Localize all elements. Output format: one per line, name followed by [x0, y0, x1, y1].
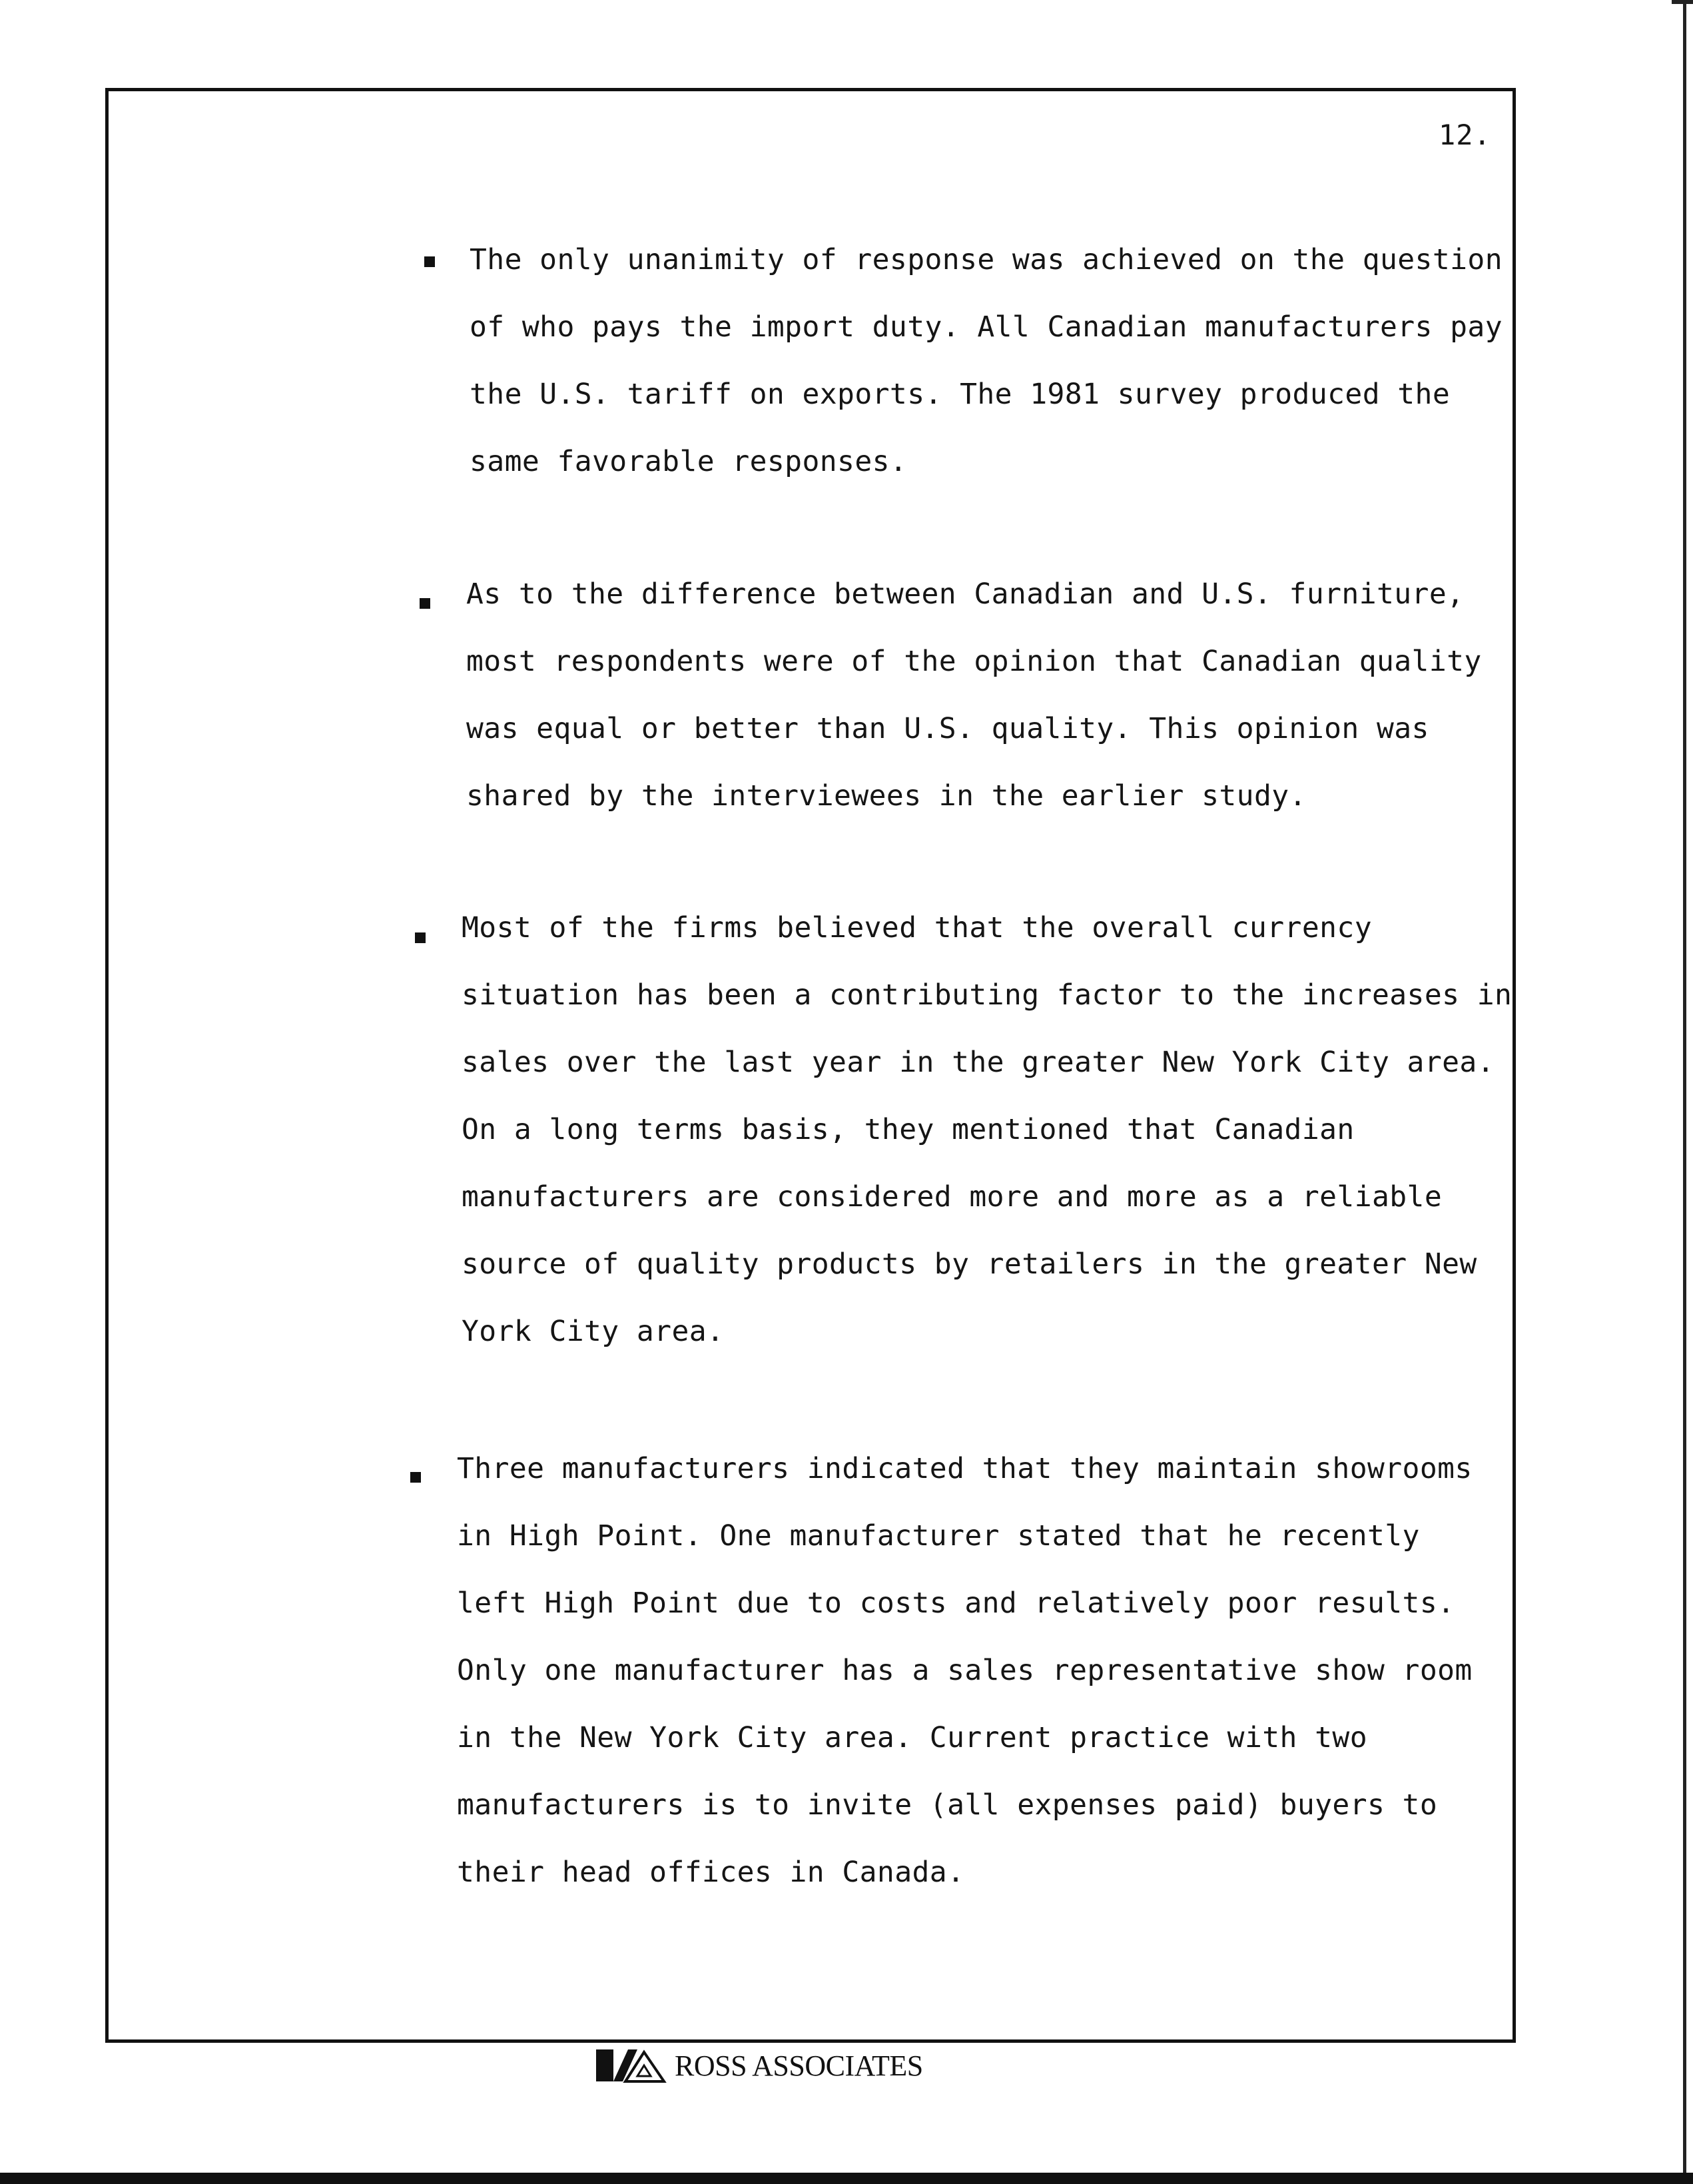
- paragraph-line: On a long terms basis, they mentioned that Canadian: [462, 1113, 1355, 1146]
- paragraph-line: The only unanimity of response was achieved on the question: [470, 243, 1503, 276]
- paragraph-line: Only one manufacturer has a sales representative show room: [457, 1654, 1473, 1687]
- paragraph-line: was equal or better than U.S. quality. This opinion was: [466, 712, 1429, 745]
- paragraph-line: the U.S. tariff on exports. The 1981 survey produced the: [470, 378, 1451, 411]
- paragraph-line: most respondents were of the opinion that Canadian quality: [466, 645, 1482, 678]
- paragraph-line: York City area.: [462, 1315, 725, 1348]
- paragraph-line: in High Point. One manufacturer stated that he recently: [457, 1519, 1420, 1553]
- bullet-marker: [424, 256, 435, 267]
- paragraph-line: Most of the firms believed that the overall currency: [462, 911, 1372, 944]
- page-number: 12.: [1439, 119, 1491, 151]
- bullet-marker: [420, 598, 430, 609]
- paragraph-line: left High Point due to costs and relatively poor results.: [457, 1587, 1455, 1620]
- ross-associates-logo-icon: [595, 2047, 668, 2084]
- bullet-marker: [415, 932, 426, 943]
- paragraph-line: sales over the last year in the greater New York City area.: [462, 1046, 1495, 1079]
- paragraph-line: in the New York City area. Current practice with two: [457, 1721, 1367, 1754]
- paragraph-line: situation has been a contributing factor to the increases in: [462, 978, 1513, 1012]
- paragraph-line: same favorable responses.: [470, 445, 908, 478]
- bullet-paragraph-1: [470, 226, 1503, 496]
- paragraph-line: manufacturers are considered more and more as a reliable: [462, 1180, 1443, 1214]
- bullet-paragraph-3: [462, 895, 1512, 1365]
- paragraph-line: Three manufacturers indicated that they maintain showrooms: [457, 1452, 1473, 1485]
- paragraph-line: shared by the interviewees in the earlier study.: [466, 779, 1307, 813]
- scan-edge-bottom: [0, 2173, 1693, 2184]
- paragraph-line: As to the difference between Canadian and U.S. furniture,: [466, 577, 1465, 611]
- paragraph-line: their head offices in Canada.: [457, 1856, 965, 1889]
- paragraph-line: manufacturers is to invite (all expenses paid) buyers to: [457, 1788, 1438, 1822]
- scan-edge-corner: [1672, 0, 1693, 4]
- bullet-paragraph-4: [457, 1435, 1473, 1906]
- bullet-marker: [410, 1472, 421, 1483]
- paragraph-line: source of quality products by retailers in the greater New: [462, 1248, 1477, 1281]
- bullet-paragraph-2: [466, 561, 1482, 830]
- company-name: ROSS ASSOCIATES: [675, 2049, 923, 2082]
- paragraph-line: of who pays the import duty. All Canadian manufacturers pay: [470, 310, 1503, 344]
- scan-edge-right: [1683, 0, 1686, 2184]
- footer-logo: [595, 2045, 923, 2085]
